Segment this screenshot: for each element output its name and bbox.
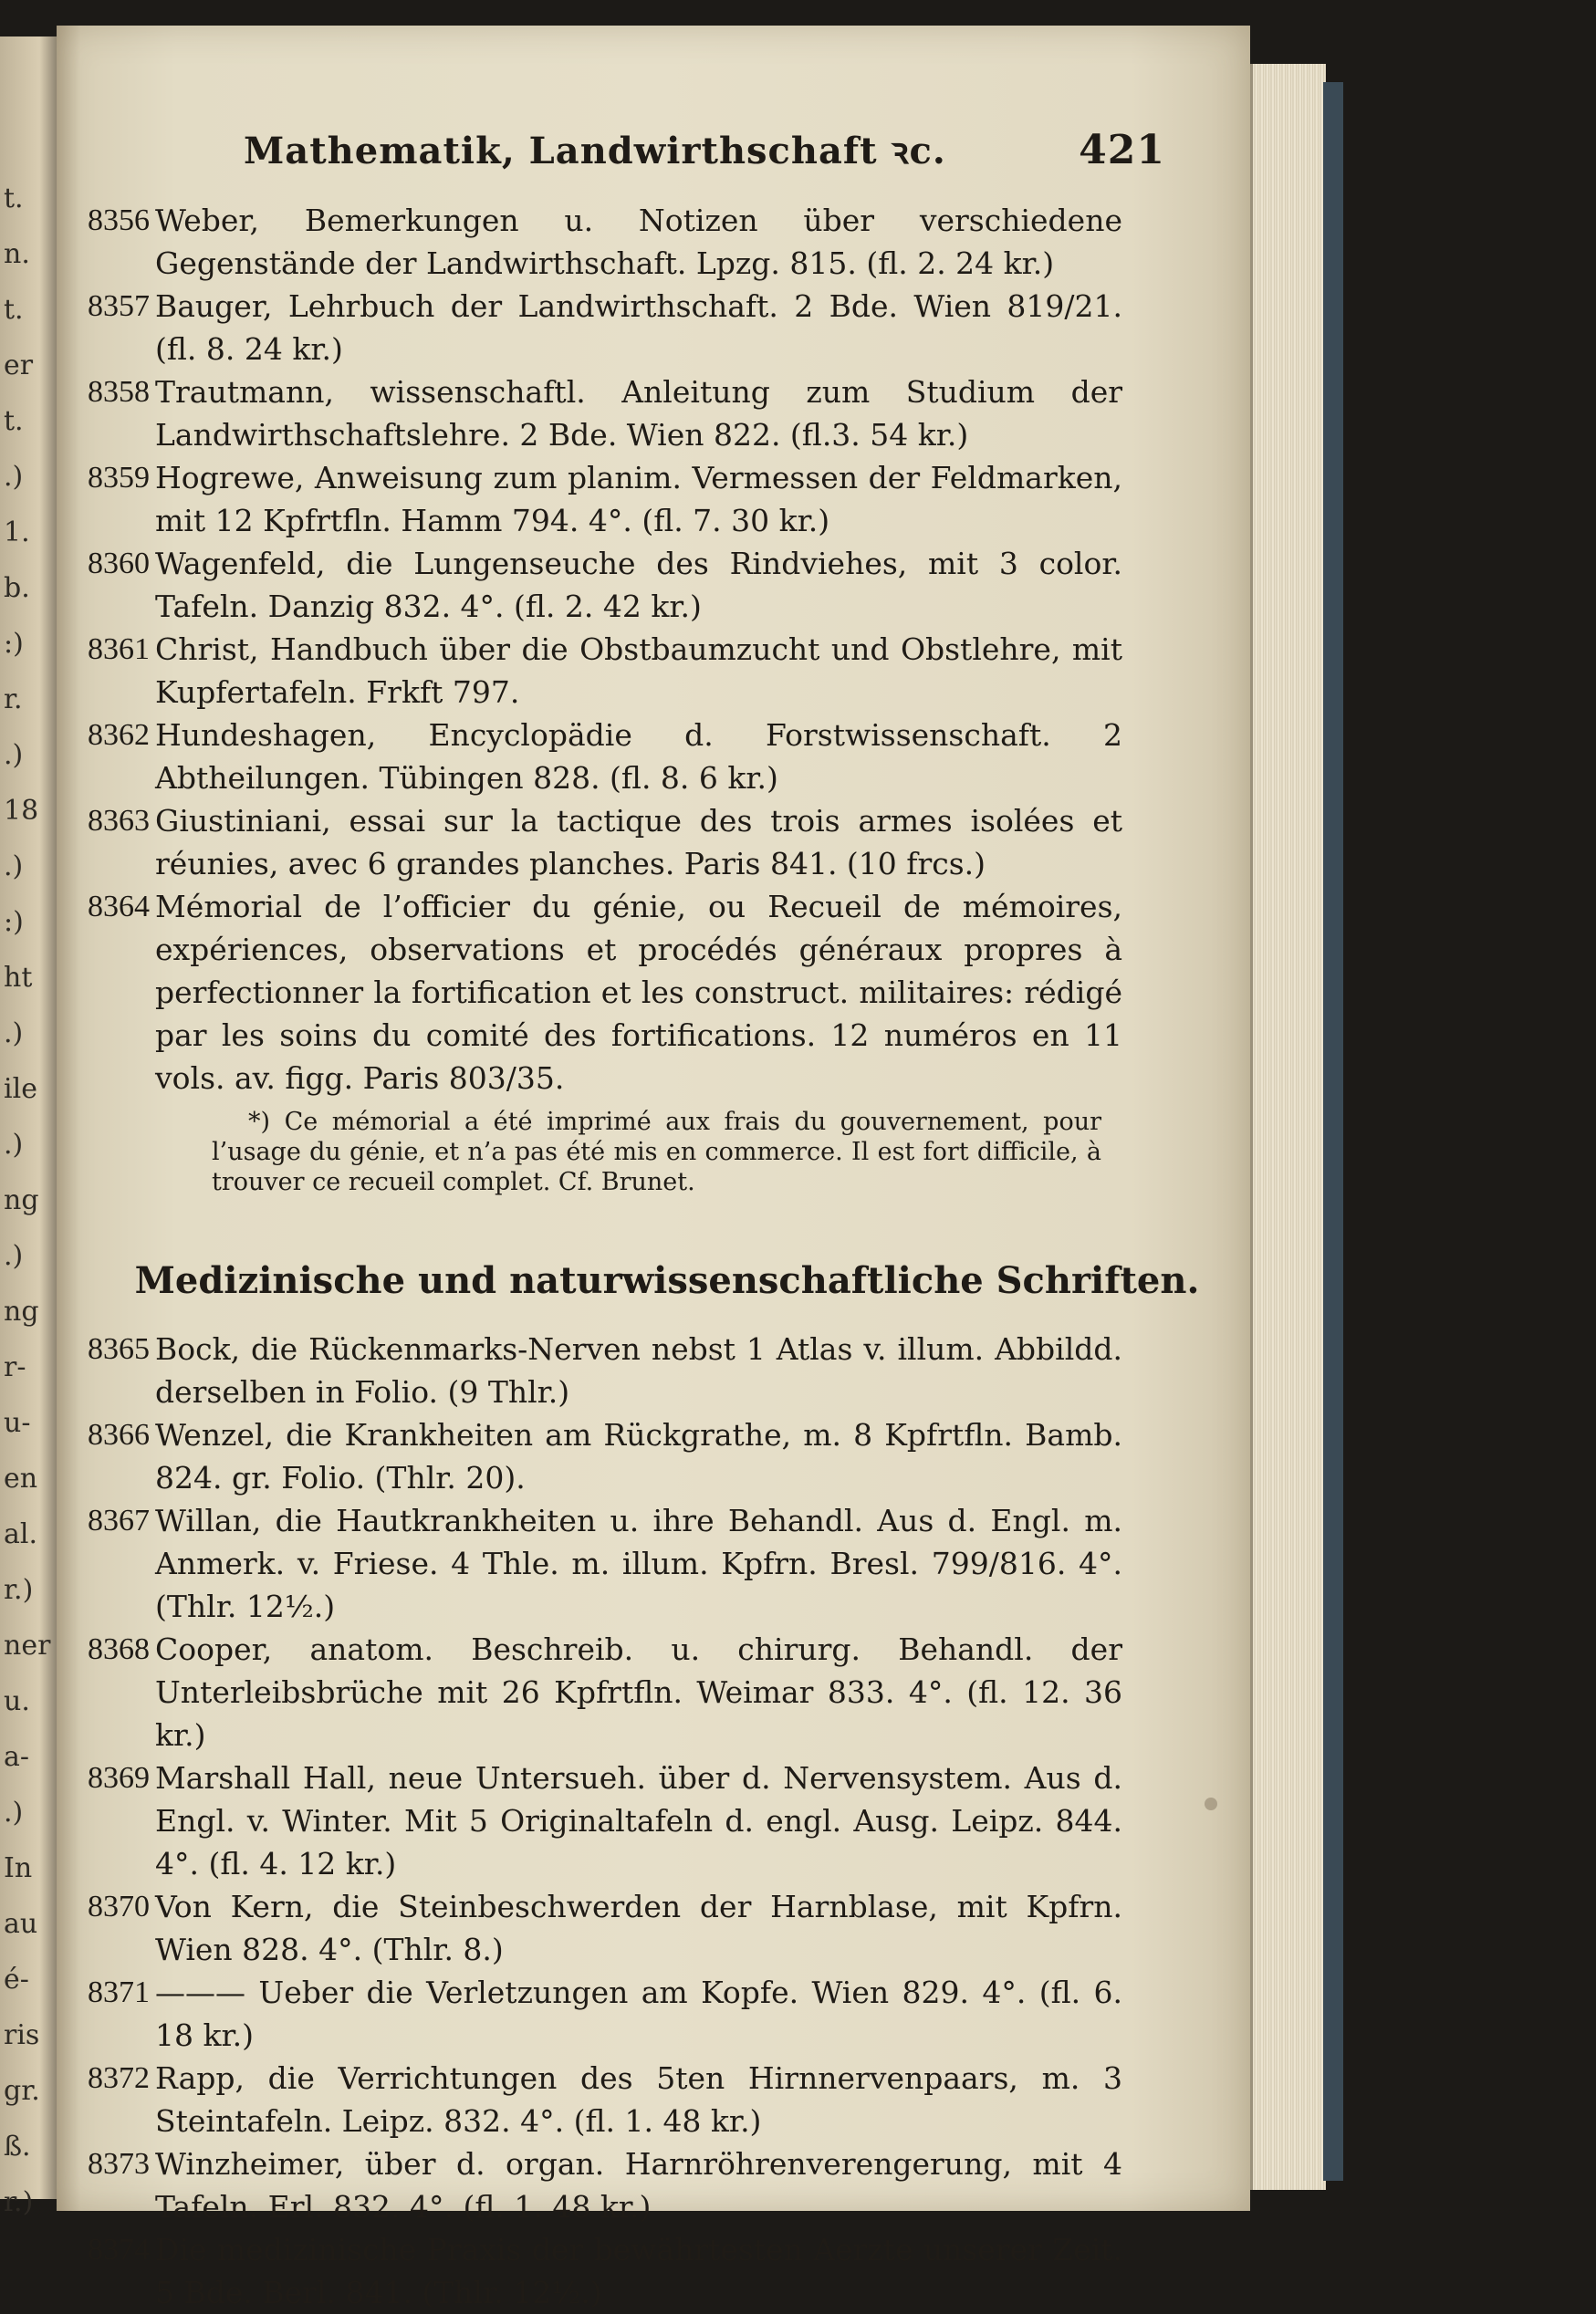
catalog-entry xyxy=(57,2228,1250,2314)
previous-page-fragment: 1. xyxy=(4,516,30,548)
previous-page-fragment: é- xyxy=(4,1964,29,1996)
previous-page-fragment: er xyxy=(4,349,34,381)
running-head xyxy=(244,124,1165,174)
entry-number: 8366 xyxy=(88,1418,150,1452)
entry-number: 8358 xyxy=(88,375,150,409)
previous-page-fragment: al. xyxy=(4,1518,38,1550)
entry-number: 8361 xyxy=(88,632,150,666)
previous-page-fragment: In xyxy=(4,1852,33,1884)
entry-text: Hogrewe, Anweisung zum planim. Vermessen der Feldmarken, mit 12 Kpfrtfln. Hamm 794. 4°. (fl. 7. 30 kr.) xyxy=(155,460,1122,538)
previous-page-fragment: b. xyxy=(4,572,30,604)
entry-number: 8363 xyxy=(88,804,150,838)
previous-page-fragment: ß. xyxy=(4,2131,31,2163)
entry-text: Christ, Handbuch über die Obstbaumzucht und Obstlehre, mit Kupfertafeln. Frkft 797. xyxy=(155,631,1122,710)
entry-text: Bock, die Rückenmarks-Nerven nebst 1 Atlas v. illum. Abbildd. derselben in Folio. (9 Thlr.) xyxy=(155,1331,1122,1410)
entry-number: 8359 xyxy=(88,461,150,495)
page-number: 421 xyxy=(1079,127,1165,173)
entry-text: Bauger, Lehrbuch der Landwirthschaft. 2 Bde. Wien 819/21. (fl. 8. 24 kr.) xyxy=(155,288,1122,367)
catalog-entry xyxy=(57,1628,1250,1756)
previous-page-edge xyxy=(0,36,57,2218)
book-cover-edge xyxy=(1323,82,1343,2181)
entry-number: 8364 xyxy=(88,890,150,923)
catalog-entry xyxy=(57,456,1250,542)
previous-page-fragment: r. xyxy=(4,683,23,715)
entry-number: 8362 xyxy=(88,718,150,752)
catalog-entry xyxy=(57,628,1250,714)
catalog-entry xyxy=(57,1499,1250,1628)
previous-page-fragment: u. xyxy=(4,1685,30,1717)
previous-page-fragment: gr. xyxy=(4,2075,40,2107)
entry-text: Giustiniani, essai sur la tactique des trois armes isolées et réunies, avec 6 grandes planches. Paris 841. (10 frcs.) xyxy=(155,803,1122,881)
previous-page-fragment: t. xyxy=(4,294,24,326)
catalog-entry xyxy=(57,1971,1250,2057)
previous-page-fragment: :) xyxy=(4,906,24,938)
catalog-entry xyxy=(57,799,1250,885)
catalog-entry xyxy=(57,542,1250,628)
entry-number: 8367 xyxy=(88,1504,150,1537)
catalog-entry xyxy=(57,285,1250,370)
previous-page-fragment: ht xyxy=(4,962,33,994)
previous-page-fragment: .) xyxy=(4,1240,24,1272)
previous-page-fragment: n. xyxy=(4,238,30,270)
entry-number: 8370 xyxy=(88,1890,150,1923)
catalog-entry xyxy=(57,199,1250,285)
entry-number: 8360 xyxy=(88,547,150,580)
entry-text: Mémorial de l’officier du génie, ou Recueil de mémoires, expériences, observations et procédés généraux propres à perfectionner la fortification et les construct. militaires: rédigé par les soins du comité des fortifications. 12 numéros en 11 vols. av. figg. Paris 803/35. xyxy=(155,889,1122,1096)
entry-number: 8371 xyxy=(88,1975,150,2009)
previous-page-fragment: ng xyxy=(4,1184,39,1216)
previous-page-fragment: .) xyxy=(4,1129,24,1161)
catalog-entry xyxy=(57,1756,1250,1885)
entry-text: Die medizinische Praxis der bewährtesten Aerzte unserer Zeit. 5 Bde. Berl. 841. (Thlr. 12½.) xyxy=(155,2232,1122,2310)
previous-page-fragment: ng xyxy=(4,1296,39,1328)
entry-text: Cooper, anatom. Beschreib. u. chirurg. Behandl. der Unterleibsbrüche mit 26 Kpfrtfln. Weimar 833. 4°. (fl. 12. 36 kr.) xyxy=(155,1631,1122,1753)
catalog-entry xyxy=(57,1885,1250,1971)
running-title: Mathematik, Landwirthschaft ꝛc. xyxy=(244,130,946,172)
paper-stain xyxy=(1205,1798,1217,1810)
entry-text: Wagenfeld, die Lungenseuche des Rindviehes, mit 3 color. Tafeln. Danzig 832. 4°. (fl. 2. 42 kr.) xyxy=(155,546,1122,624)
previous-page-fragment: t. xyxy=(4,405,24,437)
previous-page-fragment: r.) xyxy=(4,2186,34,2218)
entry-text: Marshall Hall, neue Untersueh. über d. Nervensystem. Aus d. Engl. v. Winter. Mit 5 Originaltafeln d. engl. Ausg. Leipz. 844. 4°. (fl. 4. 12 kr.) xyxy=(155,1760,1122,1881)
catalog-entry xyxy=(57,370,1250,456)
previous-page-fragment: au xyxy=(4,1908,38,1940)
entry-text: Weber, Bemerkungen u. Notizen über verschiedene Gegenstände der Landwirthschaft. Lpzg. 815. (fl. 2. 24 kr.) xyxy=(155,203,1122,281)
previous-page-fragment: t. xyxy=(4,182,24,214)
entry-list-medicine xyxy=(57,1328,1250,2314)
entry-text: Wenzel, die Krankheiten am Rückgrathe, m. 8 Kpfrtfln. Bamb. 824. gr. Folio. (Thlr. 20). xyxy=(155,1417,1122,1496)
previous-page-fragment: .) xyxy=(4,1017,24,1049)
previous-page-fragment: .) xyxy=(4,850,24,882)
catalog-entry xyxy=(57,1413,1250,1499)
entry-number: 8357 xyxy=(88,289,150,323)
catalog-entry xyxy=(57,885,1250,1100)
entry-text: Winzheimer, über d. organ. Harnröhrenverengerung, mit 4 Tafeln. Erl. 832. 4°. (fl. 1. 48 kr.) xyxy=(155,2146,1122,2225)
previous-page-fragment: u- xyxy=(4,1407,31,1439)
entry-text: Trautmann, wissenschaftl. Anleitung zum Studium der Landwirthschaftslehre. 2 Bde. Wien 822. (fl.3. 54 kr.) xyxy=(155,374,1122,453)
entry-list-agriculture xyxy=(57,199,1250,1100)
footnote: *) Ce mémorial a été imprimé aux frais du gouvernement, pour l’usage du génie, et n’a pas été mis en commerce. Il est fort difficile, à trouver ce recueil complet. Cf. Brunet. xyxy=(212,1108,1101,1196)
previous-page-fragment: ner xyxy=(4,1630,51,1662)
entry-text: Von Kern, die Steinbeschwerden der Harnblase, mit Kpfrn. Wien 828. 4°. (Thlr. 8.) xyxy=(155,1889,1122,1967)
entry-number: 8365 xyxy=(88,1332,150,1366)
previous-page-fragment: r- xyxy=(4,1351,26,1383)
entry-number: 8368 xyxy=(88,1632,150,1666)
entry-number: 8369 xyxy=(88,1761,150,1795)
previous-page-fragment: 18 xyxy=(4,795,39,827)
previous-page-fragment: ris xyxy=(4,2019,40,2051)
catalog-entry xyxy=(57,2142,1250,2228)
section-heading: Medizinische und naturwissenschaftliche Schriften. xyxy=(134,1259,1200,1302)
catalog-entry xyxy=(57,714,1250,799)
entry-number: 8374 xyxy=(88,2233,150,2267)
entry-text: Hundeshagen, Encyclopädie d. Forstwissenschaft. 2 Abtheilungen. Tübingen 828. (fl. 8. 6 kr.) xyxy=(155,717,1122,796)
page-content xyxy=(57,199,1250,2314)
previous-page-fragment: ile xyxy=(4,1073,37,1105)
page-block-edges xyxy=(1250,64,1326,2190)
entry-number: 8373 xyxy=(88,2147,150,2181)
catalog-entry xyxy=(57,1328,1250,1413)
previous-page-fragment: .) xyxy=(4,461,24,493)
previous-page-fragment: r.) xyxy=(4,1574,34,1606)
previous-page-fragment: en xyxy=(4,1463,38,1495)
previous-page-fragment: :) xyxy=(4,628,24,660)
catalog-entry xyxy=(57,2057,1250,2142)
entry-text: Rapp, die Verrichtungen des 5ten Hirnnervenpaars, m. 3 Steintafeln. Leipz. 832. 4°. (fl. 1. 48 kr.) xyxy=(155,2060,1122,2139)
entry-number: 8372 xyxy=(88,2061,150,2095)
previous-page-fragment: a- xyxy=(4,1741,30,1773)
entry-text: Willan, die Hautkrankheiten u. ihre Behandl. Aus d. Engl. m. Anmerk. v. Friese. 4 Thle. m. illum. Kpfrn. Bresl. 799/816. 4°. (Thlr. 12½.) xyxy=(155,1503,1122,1624)
entry-text: ——— Ueber die Verletzungen am Kopfe. Wien 829. 4°. (fl. 6. 18 kr.) xyxy=(155,1975,1122,2053)
book-page xyxy=(57,26,1250,2310)
previous-page-fragment: .) xyxy=(4,739,24,771)
entry-number: 8356 xyxy=(88,203,150,237)
previous-page-fragment: .) xyxy=(4,1797,24,1829)
